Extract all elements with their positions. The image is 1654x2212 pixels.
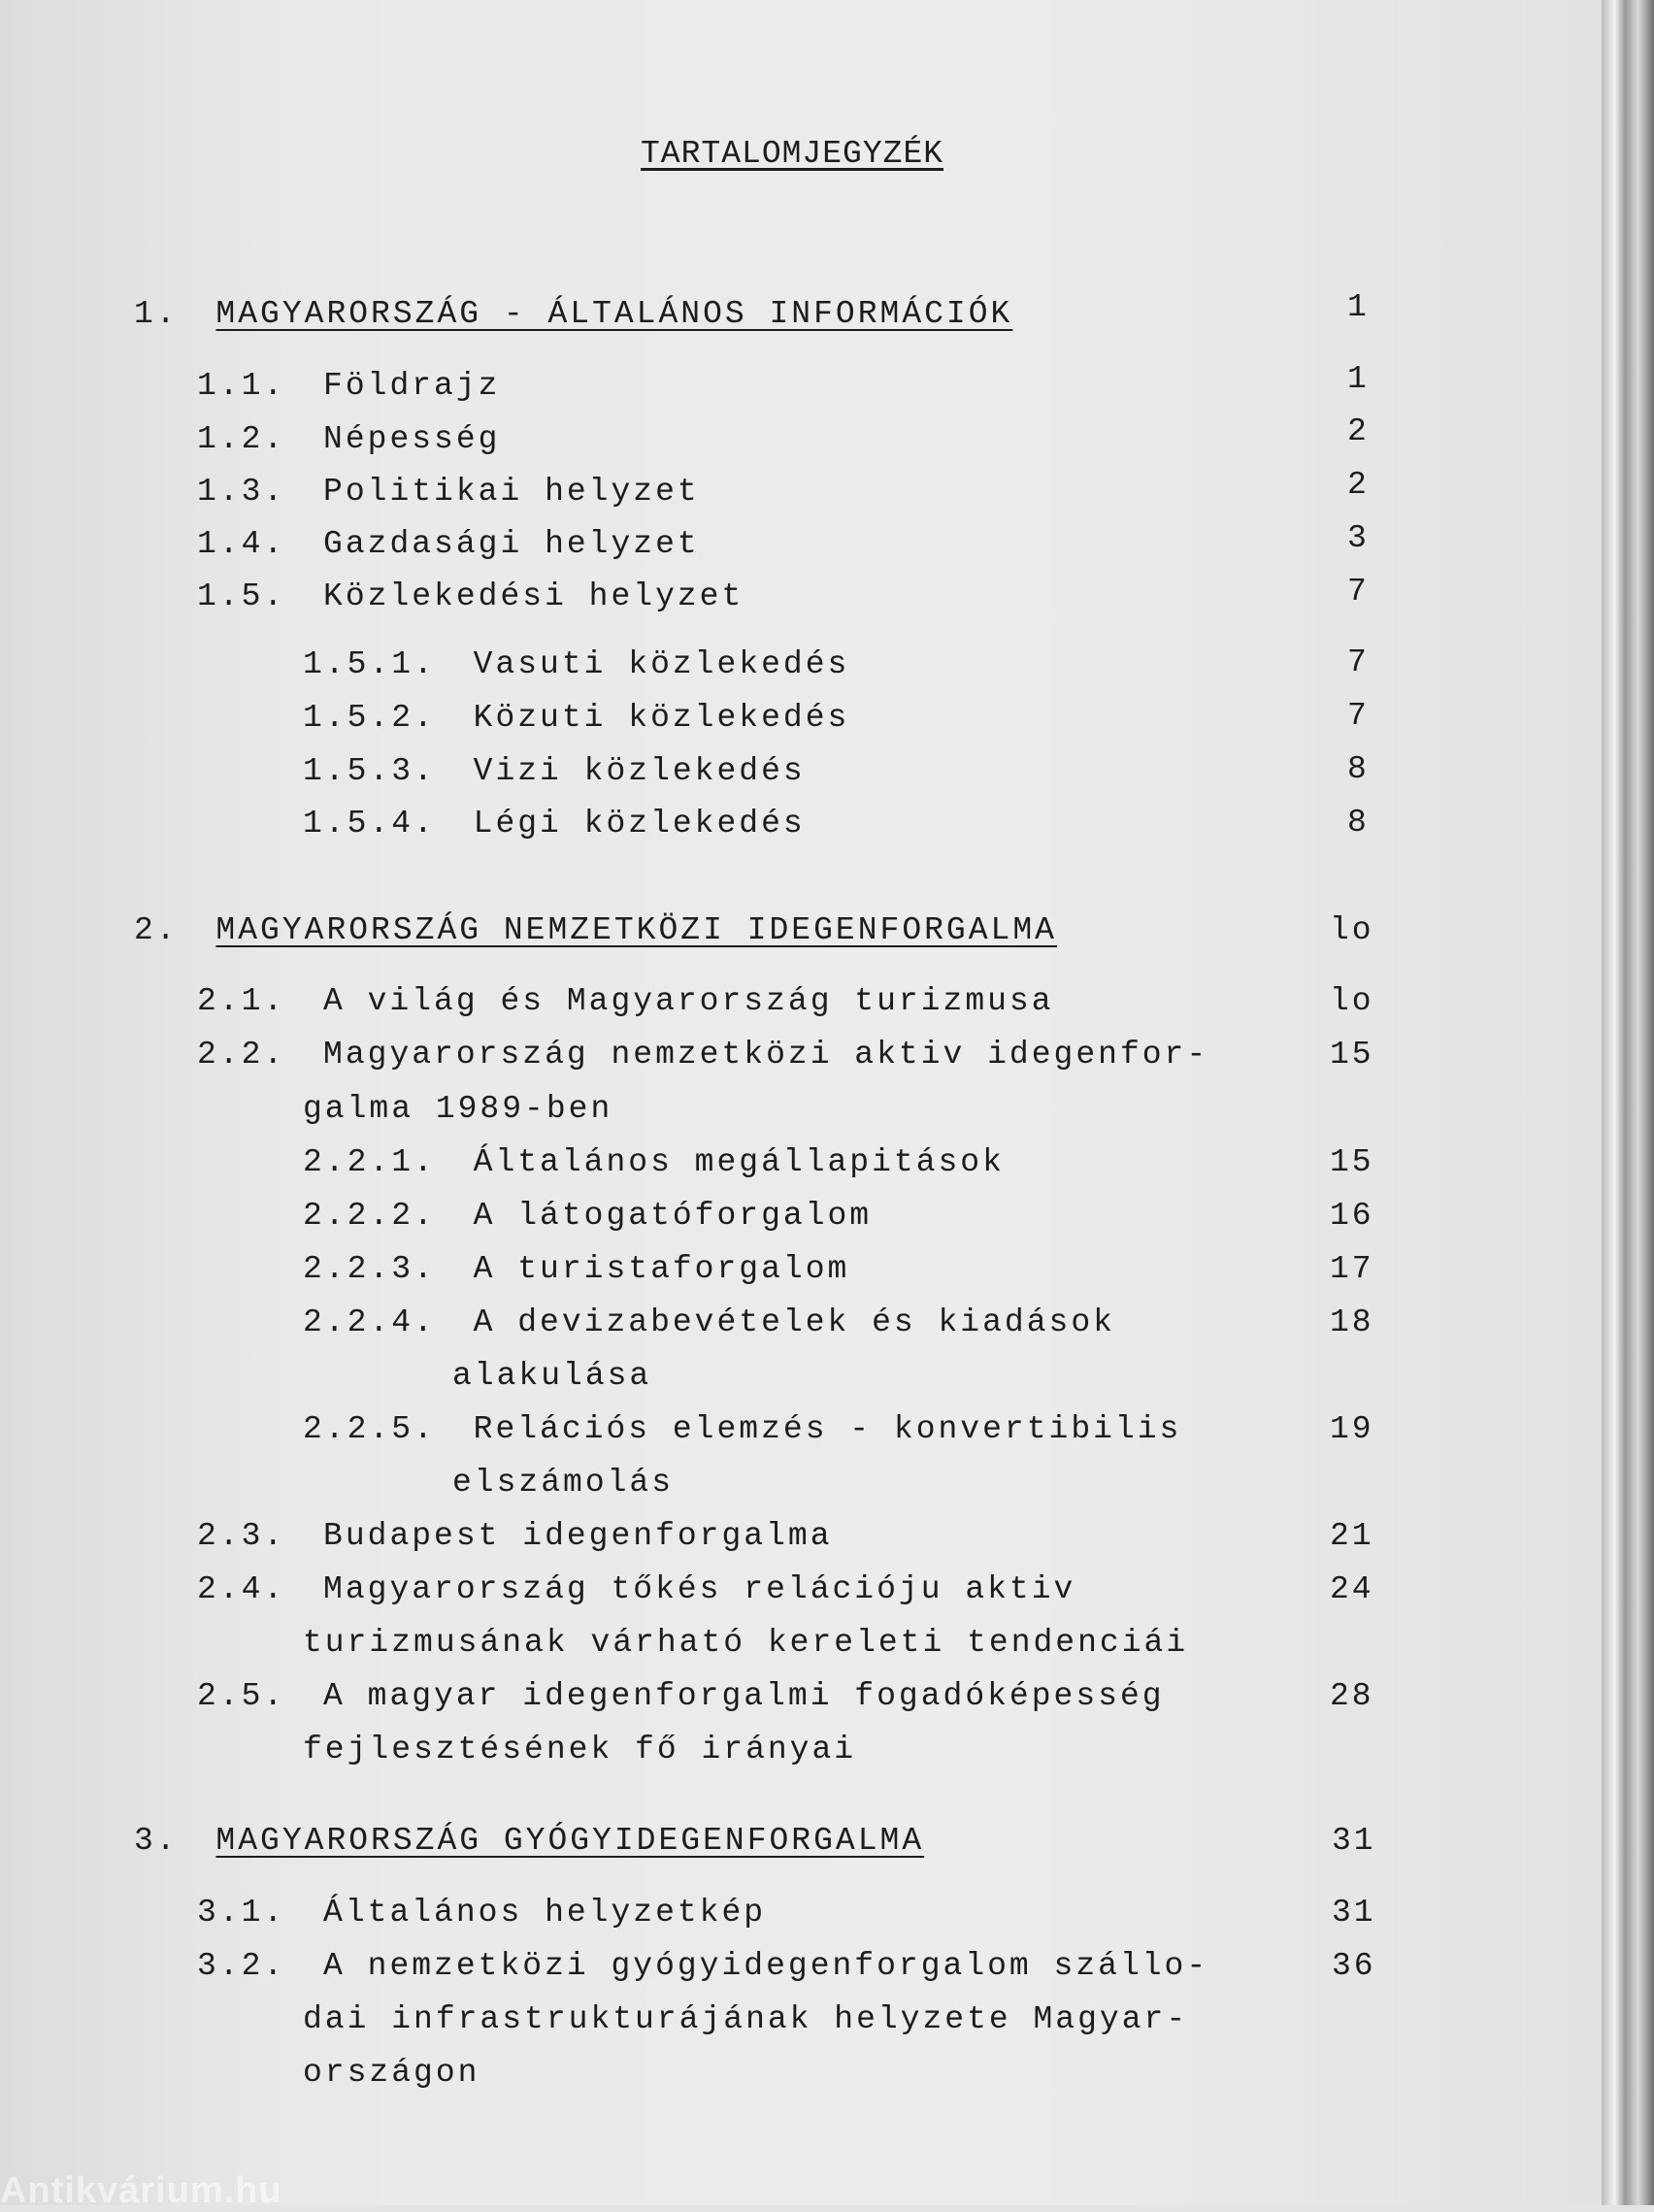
toc-entry-1-3 [197,474,700,510]
toc-entry-2-4 [197,1571,1075,1607]
entry-page: 2 [1347,467,1370,503]
toc-entry-1-1 [197,368,500,404]
entry-page: 21 [1330,1518,1374,1554]
entry-title: MAGYARORSZÁG - ÁLTALÁNOS INFORMÁCIÓK [215,296,1013,332]
entry-number: 2.2.3. [303,1251,436,1287]
toc-entry-3-2-continued-2: országon [303,2055,480,2091]
toc-entry-2-2-4-continued: alakulása [452,1358,652,1394]
toc-entry-2-2-1 [303,1144,1005,1180]
toc-entry-3-1 [197,1895,766,1931]
toc-entry-2-1 [197,983,1054,1019]
entry-number: 1.2. [197,421,286,457]
entry-page: 15 [1330,1037,1374,1073]
entry-number: 2.4. [197,1571,286,1607]
entry-page: 28 [1330,1678,1374,1714]
toc-entry-2 [134,912,1057,948]
toc-entry-2-5-continued: fejlesztésének fő irányai [303,1732,857,1767]
toc-entry-2-3 [197,1518,833,1554]
entry-number: 2.2.4. [303,1304,436,1340]
entry-title: A világ és Magyarország turizmusa [323,983,1054,1019]
entry-number: 1.5.1. [303,646,436,682]
entry-title: Általános helyzetkép [323,1895,767,1931]
toc-entry-1-5-4 [303,806,806,842]
toc-entry-1-2 [197,421,500,457]
entry-title: Magyarország tőkés relációju aktiv [323,1571,1076,1607]
entry-page: 7 [1347,574,1370,610]
entry-number: 1.5. [197,578,286,614]
entry-title: Gazdasági helyzet [323,526,700,562]
entry-title: Közuti közlekedés [473,700,850,736]
entry-title: Magyarország nemzetközi aktiv idegenfor- [323,1037,1209,1073]
entry-number: 1.1. [197,368,286,404]
entry-page: 31 [1332,1823,1376,1859]
entry-number: 2. [134,912,179,948]
entry-title: Népesség [323,421,501,457]
entry-title: Vasuti közlekedés [473,646,850,682]
page-edge [1602,0,1654,2205]
entry-page: 3 [1347,520,1370,556]
entry-title: Relációs elemzés - konvertibilis [473,1411,1182,1447]
toc-entry-3 [134,1823,924,1859]
toc-entry-1-5 [197,578,744,614]
entry-number: 1.5.3. [303,753,436,789]
toc-entry-2-2 [197,1037,1208,1073]
entry-page: 15 [1330,1144,1374,1180]
entry-number: 1. [134,296,179,332]
entry-number: 2.5. [197,1678,286,1714]
watermark: Antikvárium.hu [0,2170,282,2211]
entry-page: 36 [1332,1948,1376,1984]
toc-entry-3-2 [197,1948,1208,1984]
toc-entry-2-2-3 [303,1251,849,1287]
entry-page: 16 [1330,1198,1374,1234]
toc-entry-1-4 [197,526,700,562]
entry-page: 8 [1347,805,1370,841]
entry-number: 3.1. [197,1895,286,1931]
entry-page: lo [1330,912,1374,948]
entry-title: A magyar idegenforgalmi fogadóképesség [323,1678,1165,1714]
toc-entry-1-5-3 [303,753,806,789]
entry-title: A devizabevételek és kiadások [473,1304,1115,1340]
toc-entry-2-2-5-continued: elszámolás [452,1465,675,1501]
entry-title: A látogatóforgalom [473,1198,873,1234]
entry-page: 7 [1347,698,1370,734]
entry-number: 1.4. [197,526,286,562]
entry-number: 3. [134,1823,179,1859]
entry-page: 31 [1332,1895,1376,1931]
toc-entry-1-5-2 [303,700,849,736]
entry-page: 24 [1330,1571,1374,1607]
entry-number: 2.1. [197,983,286,1019]
entry-number: 2.2.2. [303,1198,436,1234]
page-title: TARTALOMJEGYZÉK [641,136,944,172]
toc-entry-2-2-continued: galma 1989-ben [303,1091,613,1127]
toc-entry-2-2-5 [303,1411,1181,1447]
entry-number: 2.2.1. [303,1144,436,1180]
entry-title: Általános megállapitások [473,1144,1005,1180]
toc-entry-2-4-continued: turizmusának várható kereleti tendenciái [303,1625,1189,1661]
entry-title: A nemzetközi gyógyidegenforgalom szállo- [323,1948,1209,1984]
entry-number: 1.5.4. [303,806,436,842]
entry-title: Közlekedési helyzet [323,578,744,614]
entry-page: 18 [1330,1304,1374,1340]
entry-title: MAGYARORSZÁG NEMZETKÖZI IDEGENFORGALMA [215,912,1057,948]
toc-entry-2-2-4 [303,1304,1115,1340]
toc-entry-3-2-continued: dai infrastrukturájának helyzete Magyar- [303,2001,1189,2037]
entry-page: 7 [1347,644,1370,680]
entry-title: A turistaforgalom [473,1251,850,1287]
entry-title: Légi közlekedés [473,806,806,842]
toc-entry-2-2-2 [303,1198,872,1234]
entry-page: 19 [1330,1411,1374,1447]
toc-entry-1 [134,296,1012,332]
entry-page: lo [1330,983,1374,1019]
entry-number: 2.3. [197,1518,286,1554]
entry-page: 8 [1347,751,1370,787]
entry-title: Földrajz [323,368,501,404]
entry-number: 1.5.2. [303,700,436,736]
entry-number: 1.3. [197,474,286,510]
toc-entry-1-5-1 [303,646,849,682]
toc-entry-2-5 [197,1678,1165,1714]
entry-title: Vizi közlekedés [473,753,806,789]
entry-number: 2.2. [197,1037,286,1073]
entry-page: 2 [1347,413,1370,449]
entry-number: 2.2.5. [303,1411,436,1447]
entry-page: 1 [1347,361,1370,397]
entry-page: 17 [1330,1251,1374,1287]
entry-page: 1 [1347,289,1370,325]
entry-number: 3.2. [197,1948,286,1984]
entry-title: MAGYARORSZÁG GYÓGYIDEGENFORGALMA [215,1823,925,1859]
entry-title: Budapest idegenforgalma [323,1518,833,1554]
entry-title: Politikai helyzet [323,474,700,510]
